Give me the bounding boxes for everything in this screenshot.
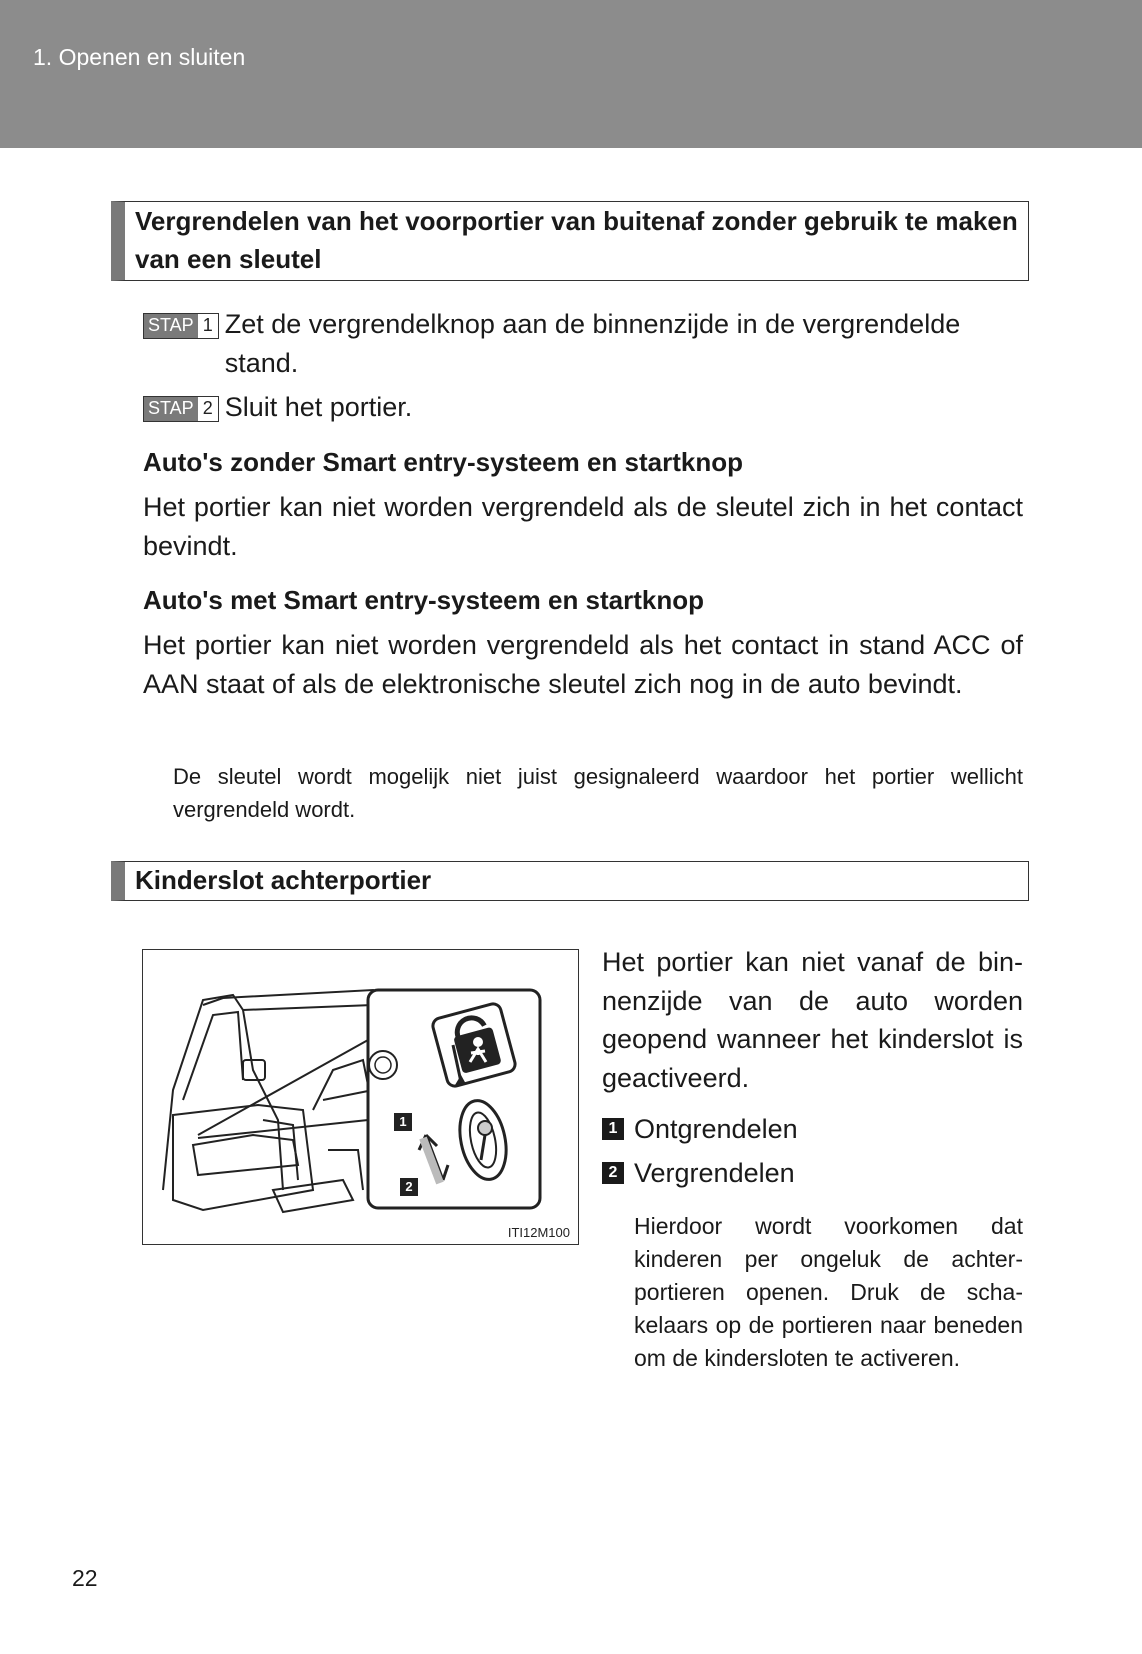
step-2-badge bbox=[143, 396, 219, 422]
chapter-title: 1. Openen en sluiten bbox=[33, 44, 246, 70]
step-badge-word: STAP bbox=[144, 397, 198, 421]
header-band bbox=[0, 0, 1142, 148]
callout-1: 1 bbox=[399, 1114, 407, 1129]
step-badge-number: 2 bbox=[198, 397, 218, 421]
child-lock-description: Het portier kan niet vanaf de binnenzijde van de auto worden geopend wanneer het kinderslot is geactiveerd. bbox=[602, 947, 1023, 1093]
paragraph-with-smart-entry: Het portier kan niet worden vergrendeld als het contact in stand ACC of AAN staat of als de elektronische sleutel zich nog in de auto bevindt. bbox=[143, 630, 1023, 699]
subheading-with-smart-entry: Auto's met Smart entry-systeem en startknop bbox=[143, 585, 705, 615]
page-number: 22 bbox=[72, 1565, 98, 1591]
paragraph-without-smart-entry: Het portier kan niet worden vergrendeld als de sleutel zich in het contact bevindt. bbox=[143, 492, 1023, 561]
callout-2: 2 bbox=[405, 1179, 413, 1194]
step-1 bbox=[143, 305, 1015, 383]
step-badge-number: 1 bbox=[198, 314, 218, 338]
note-key-detection: De sleutel wordt mogelijk niet juist gesignaleerd waardoor het portier wellicht vergrendeld wordt. bbox=[173, 764, 1023, 822]
legend-label-unlock: Ontgrendelen bbox=[634, 1114, 798, 1144]
car-door-drawing bbox=[143, 950, 578, 1244]
step-2 bbox=[143, 388, 1015, 427]
legend-item-unlock bbox=[602, 1110, 798, 1148]
section-heading-door-lock: Vergrendelen van het voorportier van buitenaf zonder gebruik te maken van een sleutel bbox=[111, 201, 1029, 281]
step-2-text: Sluit het portier. bbox=[224, 392, 413, 422]
subheading-without-smart-entry: Auto's zonder Smart entry-systeem en startknop bbox=[143, 447, 743, 477]
child-lock-note: Hierdoor wordt voorkomen dat kinderen per ongeluk de achterportieren openen. Druk de schakelaars op de portieren naar beneden om de kindersloten te activeren. bbox=[634, 1213, 1023, 1371]
child-lock-illustration bbox=[142, 949, 579, 1245]
legend-item-lock bbox=[602, 1154, 795, 1192]
legend-number-1: 1 bbox=[602, 1118, 624, 1140]
step-badge-word: STAP bbox=[144, 314, 198, 338]
figure-code: ITI12M100 bbox=[507, 1225, 570, 1240]
step-1-badge bbox=[143, 313, 219, 339]
legend-label-lock: Vergrendelen bbox=[634, 1158, 795, 1188]
section-heading-child-lock: Kinderslot achterportier bbox=[111, 861, 1029, 901]
step-1-text: Zet de vergrendelknop aan de binnenzijde in de vergrendelde stand. bbox=[224, 309, 961, 378]
legend-number-2: 2 bbox=[602, 1162, 624, 1184]
